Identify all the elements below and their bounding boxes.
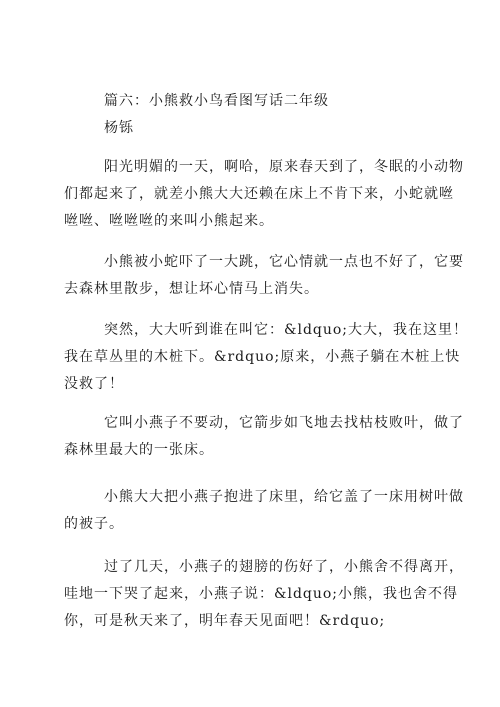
paragraph-1 <box>64 154 464 235</box>
paragraph-6 <box>64 554 464 635</box>
paragraph-line: 阳光明媚的一天，啊哈，原来春天到了，冬眠的小动物 <box>104 159 464 175</box>
paragraph-4 <box>64 410 464 464</box>
paragraph-5 <box>64 484 464 538</box>
paragraph-2 <box>64 249 464 303</box>
paragraph-line: 没救了！ <box>64 376 124 392</box>
paragraph-line: 我在草丛里的木桩下。&rdquo;原来，小燕子躺在木桩上快 <box>64 349 461 365</box>
document-author: 杨铄 <box>104 120 134 136</box>
paragraph-line: 的被子。 <box>64 516 124 532</box>
paragraph-line: 咝咝、咝咝咝的来叫小熊起来。 <box>64 213 274 229</box>
paragraph-line: 突然，大大听到谁在叫它：&ldquo;大大，我在这里！ <box>104 322 469 338</box>
paragraph-line: 森林里最大的一张床。 <box>64 442 214 458</box>
paragraph-3 <box>64 317 469 398</box>
paragraph-line: 它叫小燕子不要动，它箭步如飞地去找枯枝败叶，做了 <box>104 415 464 431</box>
paragraph-line: 们都起来了，就差小熊大大还赖在床上不肯下来，小蛇就咝 <box>64 186 454 202</box>
paragraph-line: 你，可是秋天来了，明年春天见面吧！&rdquo; <box>64 613 386 629</box>
paragraph-line: 过了几天，小燕子的翅膀的伤好了，小熊舍不得离开， <box>104 559 464 575</box>
paragraph-line: 小熊大大把小燕子抱进了床里，给它盖了一床用树叶做 <box>104 489 464 505</box>
document-title: 篇六：小熊救小鸟看图写话二年级 <box>104 93 329 109</box>
paragraph-line: 小熊被小蛇吓了一大跳，它心情就一点也不好了，它要 <box>104 254 464 270</box>
paragraph-line: 去森林里散步，想让坏心情马上消失。 <box>64 281 319 297</box>
paragraph-line: 哇地一下哭了起来，小燕子说：&ldquo;小熊，我也舍不得 <box>64 586 459 602</box>
